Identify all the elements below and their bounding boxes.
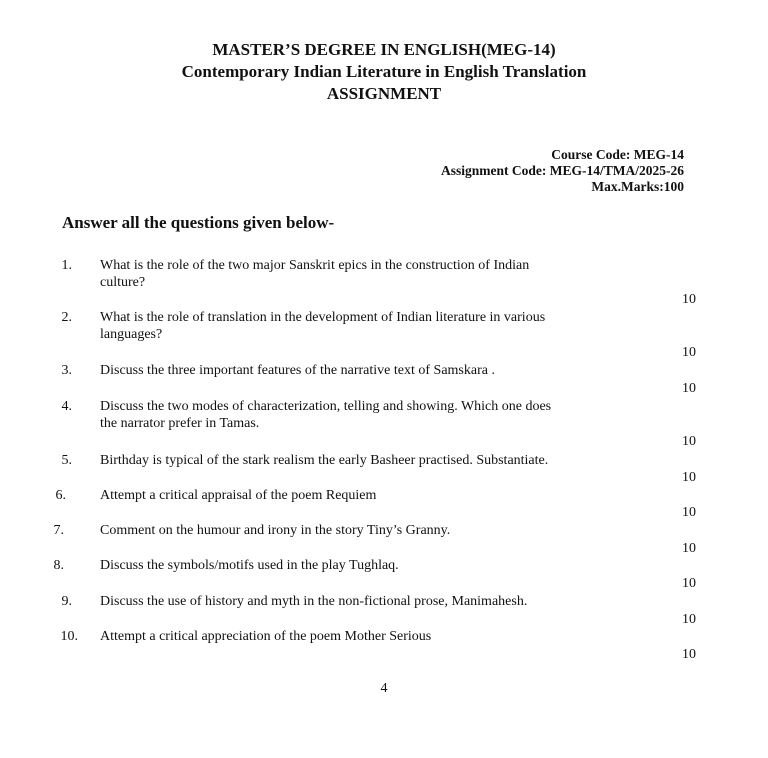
question-line: Discuss the three important features of the narrative text of Samskara . <box>100 363 495 378</box>
question-text <box>100 522 610 539</box>
degree-title: MASTER’S DEGREE IN ENGLISH(MEG-14) <box>212 40 556 59</box>
question-text <box>100 362 610 379</box>
question-marks: 10 <box>682 647 696 662</box>
question-marks: 10 <box>682 470 696 485</box>
question-number: 8. <box>53 558 64 573</box>
question-line: What is the role of translation in the development of Indian literature in various <box>100 310 546 325</box>
question-number: 6. <box>55 488 66 503</box>
max-marks: Max.Marks:100 <box>591 179 684 194</box>
question-line: Discuss the use of history and myth in the non-fictional prose, Manimahesh. <box>100 594 528 609</box>
question-text <box>100 452 610 469</box>
question-marks: 10 <box>682 576 696 591</box>
question-line: What is the role of the two major Sanskrit epics in the construction of Indian <box>100 258 530 273</box>
question-line: Comment on the humour and irony in the story Tiny’s Granny. <box>100 523 451 538</box>
question-line: Discuss the two modes of characterization, telling and showing. Which one does <box>100 399 552 414</box>
question-number: 3. <box>61 363 72 378</box>
question-marks: 10 <box>682 434 696 449</box>
question-line: languages? <box>100 327 163 342</box>
assignment-heading: ASSIGNMENT <box>326 84 442 103</box>
question-text <box>100 628 610 645</box>
question-text <box>100 557 610 574</box>
question-marks: 10 <box>682 505 696 520</box>
question-marks: 10 <box>682 612 696 627</box>
question-marks: 10 <box>682 381 696 396</box>
question-number: 5. <box>61 453 72 468</box>
question-number: 10. <box>60 629 78 644</box>
question-text <box>100 593 610 610</box>
question-marks: 10 <box>682 541 696 556</box>
question-number: 7. <box>53 523 64 538</box>
course-title: Contemporary Indian Literature in English Translation <box>181 62 587 81</box>
question-text <box>100 309 610 343</box>
question-text <box>100 487 610 504</box>
question-number: 2. <box>61 310 72 325</box>
question-number: 1. <box>61 258 72 273</box>
question-line: Attempt a critical appreciation of the poem Mother Serious <box>100 629 432 644</box>
question-line: the narrator prefer in Tamas. <box>100 416 260 431</box>
question-number: 4. <box>61 399 72 414</box>
question-marks: 10 <box>682 345 696 360</box>
question-marks: 10 <box>682 292 696 307</box>
course-code: Course Code: MEG-14 <box>551 147 684 162</box>
instruction: Answer all the questions given below- <box>62 213 335 232</box>
question-line: culture? <box>100 275 146 290</box>
assignment-code: Assignment Code: MEG-14/TMA/2025-26 <box>441 163 684 178</box>
question-line: Discuss the symbols/motifs used in the play Tughlaq. <box>100 558 399 573</box>
question-line: Birthday is typical of the stark realism the early Basheer practised. Substantiate. <box>100 453 549 468</box>
page-number: 4 <box>380 681 388 696</box>
question-text <box>100 398 610 432</box>
question-text <box>100 257 610 291</box>
question-line: Attempt a critical appraisal of the poem Requiem <box>100 488 377 503</box>
question-number: 9. <box>61 594 72 609</box>
